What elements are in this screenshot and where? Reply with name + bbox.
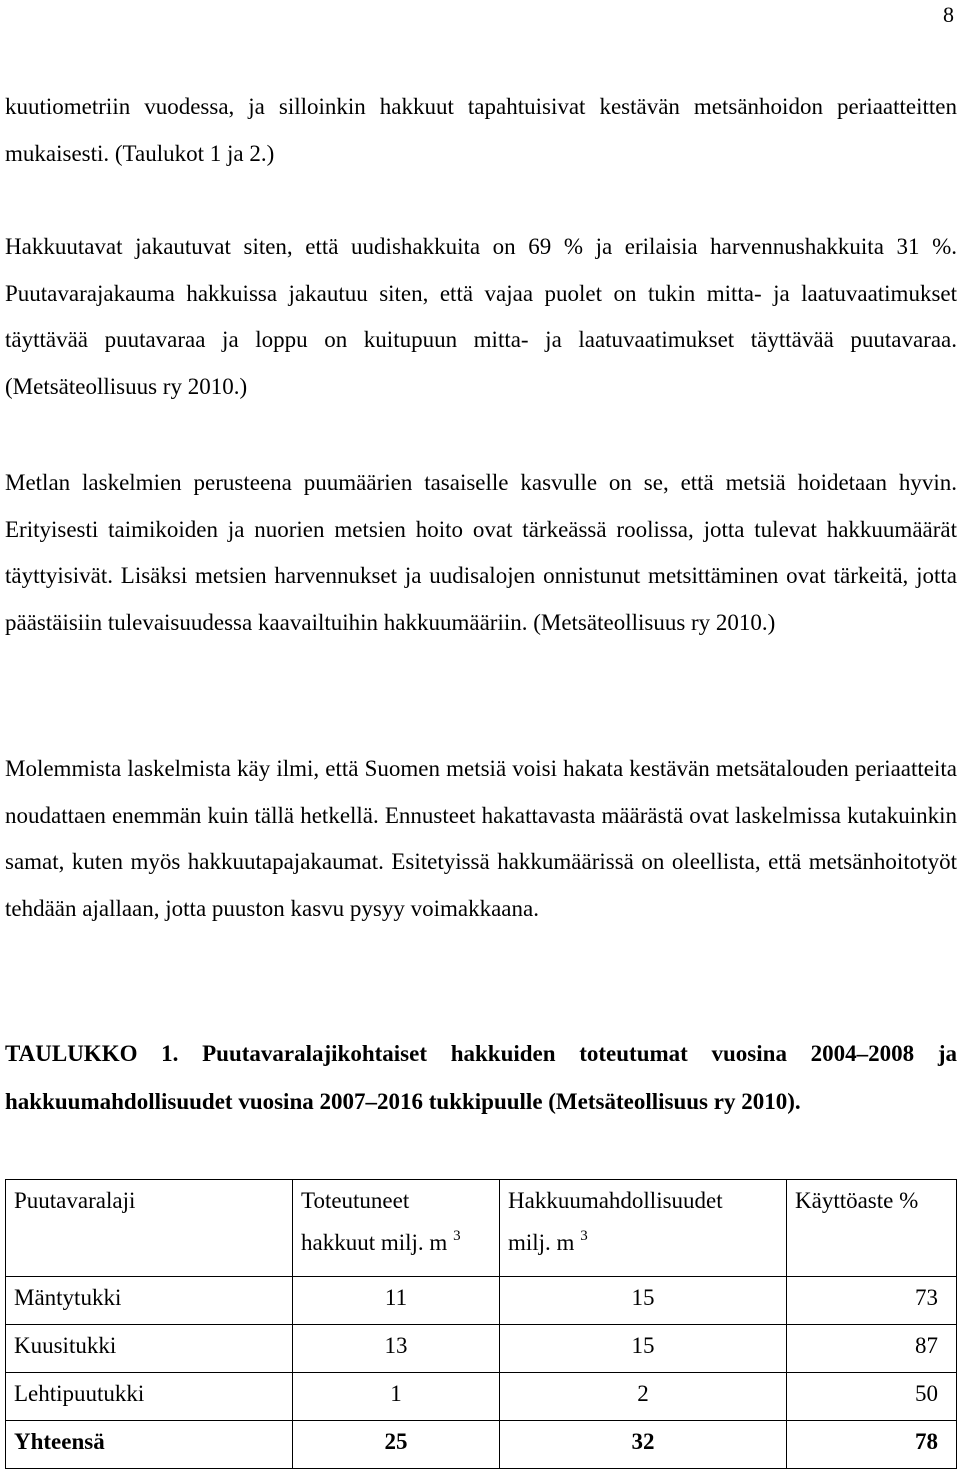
cell-kayttoaste: 78 [787, 1421, 957, 1469]
header-label: Käyttöaste % [795, 1188, 919, 1213]
body-paragraph: Hakkuutavat jakautuvat siten, että uudishakkuita on 69 % ja erilaisia harvennushakkuita 31 %. Puutavarajakauma hakkuissa jakautuu siten, että vajaa puolet on tukin mitta- ja laatuvaatimukset täyttävää puutavaraa ja loppu on kuitupuun mitta- ja laatuvaatimukset täyttävää puutavaraa. (Metsäteollisuus ry 2010.) [5, 234, 957, 399]
header-label: hakkuut milj. m [301, 1230, 448, 1255]
header-label: milj. m [508, 1230, 575, 1255]
table-row [6, 1373, 957, 1421]
cell-toteutuneet: 13 [293, 1325, 500, 1373]
header-label: Toteutuneet [301, 1188, 410, 1213]
cell-laji: Lehtipuutukki [6, 1373, 293, 1421]
cell-laji: Mäntytukki [6, 1277, 293, 1325]
cell-mahdollisuudet: 32 [500, 1421, 787, 1469]
cell-kayttoaste: 87 [787, 1325, 957, 1373]
table-header-row [6, 1180, 957, 1277]
table-row [6, 1325, 957, 1373]
cell-kayttoaste: 50 [787, 1373, 957, 1421]
header-kayttoaste [787, 1180, 957, 1277]
body-paragraph: Metlan laskelmien perusteena puumäärien tasaiselle kasvulle on se, että metsiä hoidetaan hyvin. Erityisesti taimikoiden ja nuorien metsien hoito ovat tärkeässä roolissa, jotta tulevat hakkuumäärät täyttyisivät. Lisäksi metsien harvennukset ja uudisalojen onnistunut metsittäminen ovat tärkeitä, jotta päästäisiin tulevaisuudessa kaavailtuihin hakkuumääriin. (Metsäteollisuus ry 2010.) [5, 470, 957, 635]
header-hakkuumahdollisuudet [500, 1180, 787, 1277]
header-label: Puutavaralaji [14, 1188, 136, 1213]
header-label: Hakkuumahdollisuudet [508, 1188, 723, 1213]
cell-mahdollisuudet: 15 [500, 1277, 787, 1325]
cell-mahdollisuudet: 2 [500, 1373, 787, 1421]
unit-exponent: 3 [580, 1228, 588, 1244]
table-row [6, 1277, 957, 1325]
harvest-table [5, 1179, 957, 1469]
cell-mahdollisuudet: 15 [500, 1325, 787, 1373]
cell-laji: Yhteensä [6, 1421, 293, 1469]
cell-laji: Kuusitukki [6, 1325, 293, 1373]
header-toteutuneet [293, 1180, 500, 1277]
body-paragraph: Molemmista laskelmista käy ilmi, että Suomen metsiä voisi hakata kestävän metsätalouden periaatteita noudattaen enemmän kuin tällä hetkellä. Ennusteet hakattavasta määrästä ovat laskelmissa kutakuinkin samat, kuten myös hakkuutapajakaumat. Esitetyissä hakkumäärissä on oleellista, että metsänhoitotyöt tehdään ajallaan, jotta puuston kasvu pysyy voimakkaana. [5, 756, 957, 921]
body-paragraph: kuutiometriin vuodessa, ja silloinkin hakkuut tapahtuisivat kestävän metsänhoidon periaatteitten mukaisesti. (Taulukot 1 ja 2.) [5, 94, 957, 166]
table-total-row [6, 1421, 957, 1469]
unit-exponent: 3 [453, 1228, 461, 1244]
cell-toteutuneet: 11 [293, 1277, 500, 1325]
header-puutavaralaji [6, 1180, 293, 1277]
table-caption: TAULUKKO 1. Puutavaralajikohtaiset hakkuiden toteutumat vuosina 2004–2008 ja hakkuumahdollisuudet vuosina 2007–2016 tukkipuulle (Metsäteollisuus ry 2010). [5, 1041, 957, 1114]
cell-toteutuneet: 1 [293, 1373, 500, 1421]
cell-toteutuneet: 25 [293, 1421, 500, 1469]
cell-kayttoaste: 73 [787, 1277, 957, 1325]
page-number: 8 [943, 2, 954, 27]
